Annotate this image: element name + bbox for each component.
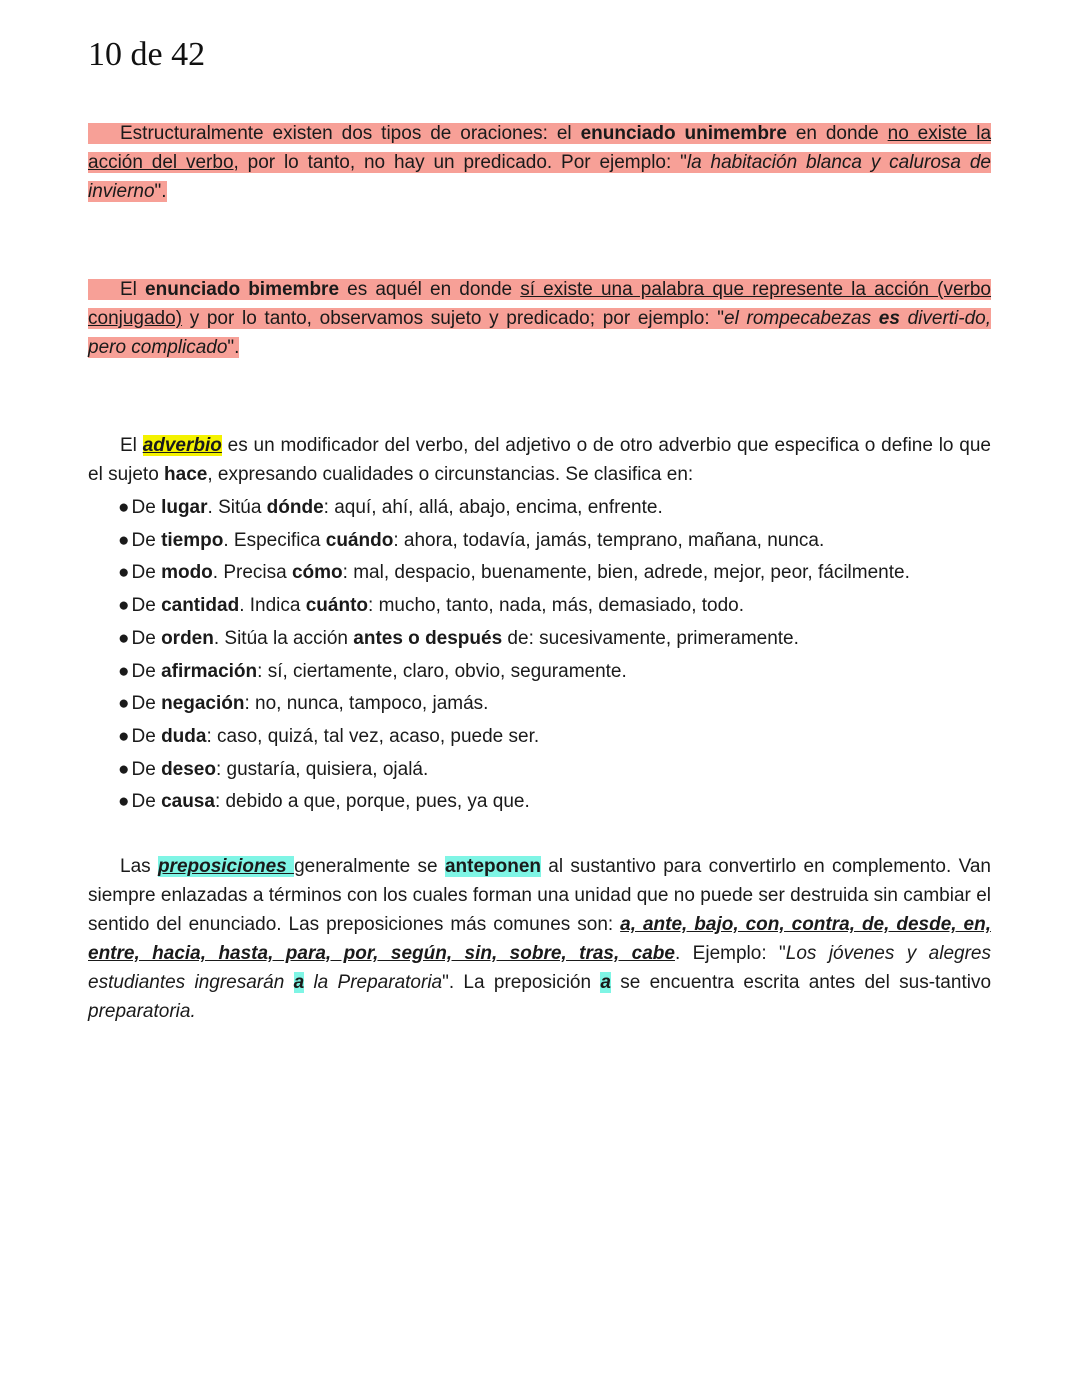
adverb-kind: duda — [161, 725, 207, 747]
text: . Ejemplo: " — [674, 943, 786, 964]
adverb-key: antes o después — [353, 627, 503, 649]
highlight-red — [88, 123, 991, 202]
adverb-kind: negación — [161, 693, 245, 715]
text: : no, nunca, tampoco, jamás. — [244, 693, 489, 715]
paragraph-adverbio — [88, 431, 991, 489]
list-item — [118, 786, 910, 819]
bullet-icon: ● — [118, 595, 130, 617]
text: El — [120, 279, 146, 300]
paragraph-unimembre — [88, 119, 991, 206]
text: De — [131, 758, 162, 780]
text: De — [131, 529, 162, 551]
text: . Sitúa la acción — [213, 627, 354, 649]
term-enunciado-bimembre: enunciado bimembre — [145, 279, 340, 300]
example-text: Los jóvenes y alegres estudiantes ingresarán — [88, 943, 991, 993]
text: , expresando cualidades o circunstancias. Se clasifica en: — [207, 464, 694, 485]
list-item — [118, 590, 910, 623]
list-item — [118, 656, 910, 689]
paragraph-bimembre — [88, 275, 991, 362]
text: De — [131, 660, 162, 682]
text: ". — [227, 337, 240, 358]
term-enunciado-unimembre: enunciado unimembre — [580, 123, 787, 144]
adverb-kind: modo — [161, 562, 213, 584]
preposition-list: a, ante, bajo, con, contra, de, desde, en, entre, hacia, hasta, para, por, según, sin, sobre, tras, cabe — [88, 914, 991, 964]
text: y por lo tanto, observamos sujeto y predicado; por ejemplo: " — [182, 308, 725, 329]
example-text: diverti-do, pero complicado — [88, 308, 992, 358]
adverb-key: cuándo — [325, 529, 394, 551]
example-text: la Preparatoria — [304, 972, 443, 993]
bullet-icon: ● — [118, 660, 130, 682]
text: al sustantivo para convertirlo en complemento. Van siempre enlazadas a términos con los cuales forman una unidad que no puede ser destruida sin cambiar el sentido del enunciado. Las preposiciones más comunes son: — [88, 856, 991, 935]
adverb-kind: deseo — [161, 758, 216, 780]
text: es aquél en donde — [339, 279, 521, 300]
list-item — [118, 492, 910, 525]
text: : caso, quizá, tal vez, acaso, puede ser. — [206, 725, 540, 747]
text: : ahora, todavía, jamás, temprano, mañana, nunca. — [393, 529, 825, 551]
text: Estructuralmente existen dos tipos de oraciones: el — [120, 123, 581, 144]
text: : sí, ciertamente, claro, obvio, seguramente. — [257, 660, 627, 682]
bullet-icon: ● — [118, 693, 130, 715]
text: De — [131, 595, 162, 617]
highlight-a: a — [600, 972, 611, 993]
underlined-text: no existe la acción del verbo — [88, 123, 992, 173]
text: . Sitúa — [207, 497, 267, 518]
adverb-key: dónde — [266, 497, 324, 518]
example-verb: es — [878, 308, 900, 329]
text: : gustaría, quisiera, ojalá. — [215, 758, 429, 780]
list-item — [118, 525, 910, 558]
text: : mal, despacio, buenamente, bien, adrede, mejor, peor, fácilmente. — [342, 562, 910, 584]
adverb-types-list — [118, 492, 910, 819]
text: . Especifica — [223, 529, 326, 551]
adverb-key: cuánto — [305, 595, 369, 617]
text: El — [120, 435, 143, 456]
text: es un modificador del verbo, del adjetivo o de otro adverbio que especifica o define lo que el sujeto — [88, 435, 991, 485]
example-text: la habitación blanca y calurosa de invierno — [88, 152, 991, 202]
adverb-kind: orden — [161, 627, 214, 649]
text: Las — [120, 856, 158, 877]
text: se encuentra escrita antes del sus-tantivo — [610, 972, 992, 993]
paragraph-preposiciones — [88, 852, 991, 1026]
bullet-icon: ● — [118, 529, 130, 551]
bullet-icon: ● — [118, 627, 130, 649]
text: De — [131, 627, 162, 649]
text: : debido a que, porque, pues, ya que. — [214, 791, 530, 813]
list-item — [118, 688, 910, 721]
example-text: el rompecabezas — [724, 308, 879, 329]
list-item — [118, 557, 910, 590]
text: ". La preposición — [442, 972, 601, 993]
text: , por lo tanto, no hay un predicado. Por ejemplo: " — [233, 152, 687, 173]
text: ". — [154, 181, 167, 202]
text: De — [131, 791, 162, 813]
text: De — [131, 497, 162, 518]
text: de: sucesivamente, primeramente. — [502, 627, 799, 649]
underlined-text: sí existe una palabra que represente la acción (verbo conjugado) — [88, 279, 992, 329]
text: : mucho, tanto, nada, más, demasiado, todo. — [368, 595, 745, 617]
text: De — [131, 693, 162, 715]
text: De — [131, 725, 162, 747]
highlight-red — [88, 279, 991, 358]
adverb-key: cómo — [291, 562, 343, 584]
text: . Indica — [239, 595, 306, 617]
text: generalmente se — [294, 856, 445, 877]
adverb-kind: cantidad — [161, 595, 240, 617]
bold-word: hace — [164, 464, 208, 485]
list-item — [118, 721, 910, 754]
list-item — [118, 754, 910, 787]
example-text: preparatoria. — [88, 1001, 196, 1022]
bullet-icon: ● — [118, 791, 130, 813]
bullet-icon: ● — [118, 758, 130, 780]
page-number: 10 de 42 — [88, 36, 206, 73]
adverb-kind: tiempo — [161, 529, 224, 551]
term-adverbio: adverbio — [142, 435, 222, 456]
adverb-kind: causa — [161, 791, 215, 813]
text: : aquí, ahí, allá, abajo, encima, enfrente. — [323, 497, 663, 518]
text: . Precisa — [212, 562, 292, 584]
text: De — [131, 562, 162, 584]
bullet-icon: ● — [118, 497, 130, 518]
highlight-a: a — [293, 972, 305, 993]
adverb-kind: lugar — [161, 497, 208, 518]
bullet-icon: ● — [118, 562, 130, 584]
list-item — [118, 623, 910, 656]
bullet-icon: ● — [118, 725, 130, 747]
text: en donde — [786, 123, 888, 144]
term-anteponen: anteponen — [444, 856, 541, 877]
adverb-kind: afirmación — [161, 660, 258, 682]
term-preposiciones: preposiciones — [157, 856, 295, 877]
